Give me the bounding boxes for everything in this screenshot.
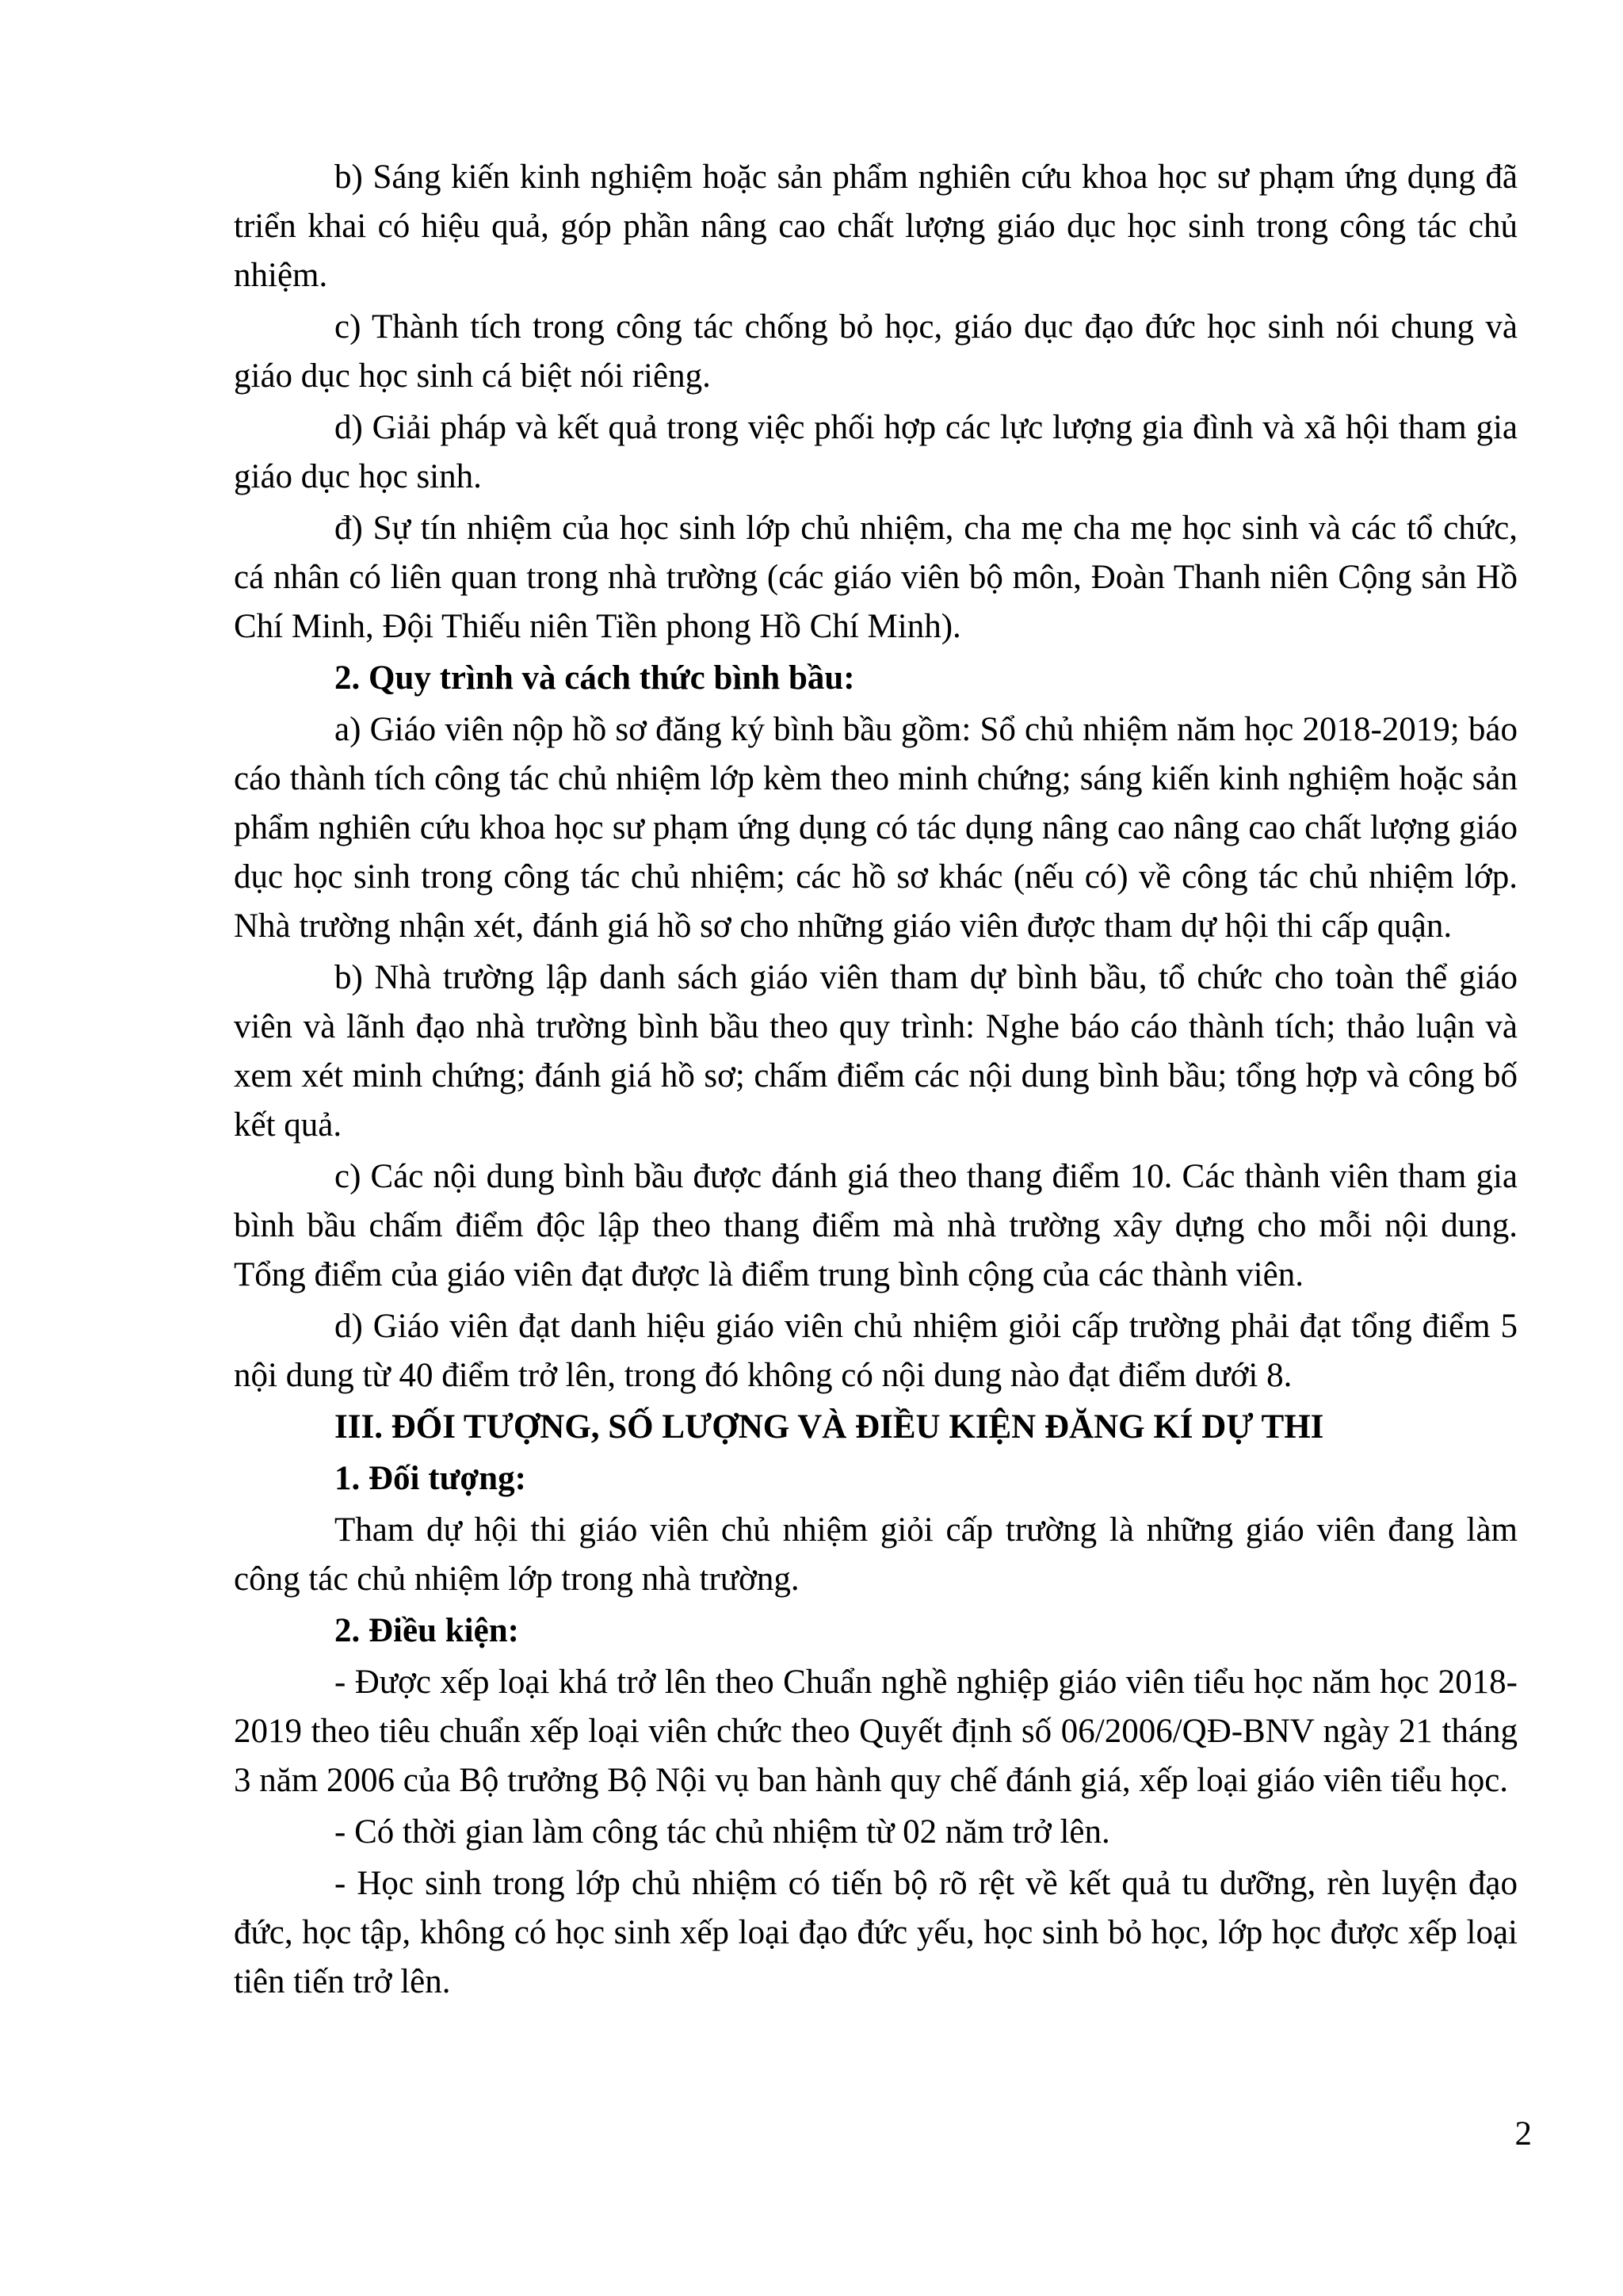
paragraph-criterion-dd: đ) Sự tín nhiệm của học sinh lớp chủ nhiệm, cha mẹ cha mẹ học sinh và các tổ chức, cá nhân có liên quan trong nhà trường (các giáo viên bộ môn, Đoàn Thanh niên Cộng sản Hồ Chí Minh, Đội Thiếu niên Tiền phong Hồ Chí Minh).: [234, 510, 1518, 645]
paragraph-procedure-a: a) Giáo viên nộp hồ sơ đăng ký bình bầu gồm: Sổ chủ nhiệm năm học 2018-2019; báo cáo thành tích công tác chủ nhiệm lớp kèm theo minh chứng; sáng kiến kinh nghiệm hoặc sản phẩm nghiên cứu khoa học sư phạm ứng dụng có tác dụng nâng cao nâng cao chất lượng giáo dục học sinh trong công tác chủ nhiệm; các hồ sơ khác (nếu có) về công tác chủ nhiệm lớp. Nhà trường nhận xét, đánh giá hồ sơ cho những giáo viên được tham dự hội thi cấp quận.: [234, 711, 1518, 945]
subheading-procedure: 2. Quy trình và cách thức bình bầu:: [334, 659, 855, 697]
paragraph-subjects: Tham dự hội thi giáo viên chủ nhiệm giỏi cấp trường là những giáo viên đang làm công tác chủ nhiệm lớp trong nhà trường.: [234, 1511, 1518, 1598]
document-body: [234, 153, 1518, 2009]
paragraph-procedure-d: d) Giáo viên đạt danh hiệu giáo viên chủ nhiệm giỏi cấp trường phải đạt tổng điểm 5 nội dung từ 40 điểm trở lên, trong đó không có nội dung nào đạt điểm dưới 8.: [234, 1308, 1518, 1394]
paragraph-criterion-d: d) Giải pháp và kết quả trong việc phối hợp các lực lượng gia đình và xã hội tham gia giáo dục học sinh.: [234, 409, 1518, 495]
paragraph-condition-1: - Được xếp loại khá trở lên theo Chuẩn nghề nghiệp giáo viên tiểu học năm học 2018-2019 theo tiêu chuẩn xếp loại viên chức theo Quyết định số 06/2006/QĐ-BNV ngày 21 tháng 3 năm 2006 của Bộ trưởng Bộ Nội vụ ban hành quy chế đánh giá, xếp loại giáo viên tiểu học.: [234, 1664, 1518, 1799]
paragraph-criterion-b: b) Sáng kiến kinh nghiệm hoặc sản phẩm nghiên cứu khoa học sư phạm ứng dụng đã triển khai có hiệu quả, góp phần nâng cao chất lượng giáo dục học sinh trong công tác chủ nhiệm.: [234, 159, 1518, 294]
subheading-conditions: 2. Điều kiện:: [334, 1612, 519, 1649]
paragraph-procedure-b: b) Nhà trường lập danh sách giáo viên tham dự bình bầu, tổ chức cho toàn thể giáo viên và lãnh đạo nhà trường bình bầu theo quy trình: Nghe báo cáo thành tích; thảo luận và xem xét minh chứng; đánh giá hồ sơ; chấm điểm các nội dung bình bầu; tổng hợp và công bố kết quả.: [234, 959, 1518, 1144]
section-heading-iii: III. ĐỐI TƯỢNG, SỐ LƯỢNG VÀ ĐIỀU KIỆN ĐĂNG KÍ DỰ THI: [334, 1408, 1324, 1446]
paragraph-condition-3: - Học sinh trong lớp chủ nhiệm có tiến bộ rõ rệt về kết quả tu dưỡng, rèn luyện đạo đức, học tập, không có học sinh xếp loại đạo đức yếu, học sinh bỏ học, lớp học được xếp loại tiên tiến trở lên.: [234, 1865, 1518, 2000]
paragraph-criterion-c: c) Thành tích trong công tác chống bỏ học, giáo dục đạo đức học sinh nói chung và giáo dục học sinh cá biệt nói riêng.: [234, 308, 1518, 395]
paragraph-procedure-c: c) Các nội dung bình bầu được đánh giá theo thang điểm 10. Các thành viên tham gia bình bầu chấm điểm độc lập theo thang điểm mà nhà trường xây dựng cho mỗi nội dung. Tổng điểm của giáo viên đạt được là điểm trung bình cộng của các thành viên.: [234, 1158, 1518, 1293]
paragraph-condition-2: - Có thời gian làm công tác chủ nhiệm từ 02 năm trở lên.: [334, 1813, 1110, 1851]
subheading-subjects: 1. Đối tượng:: [334, 1460, 526, 1497]
page-number: 2: [1514, 2115, 1532, 2153]
